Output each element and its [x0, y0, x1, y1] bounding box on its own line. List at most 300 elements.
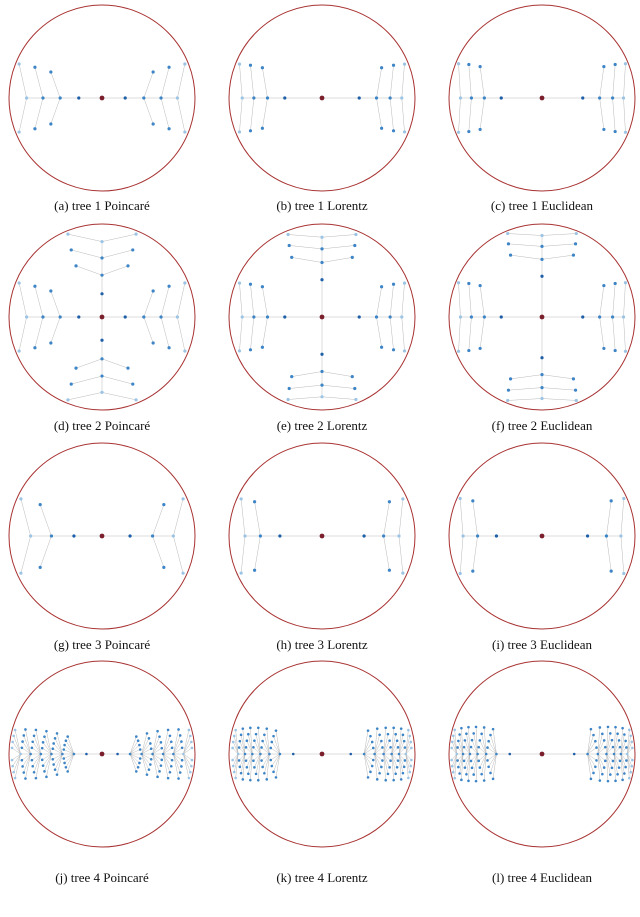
tree-node	[243, 534, 246, 537]
tree-edge	[480, 317, 484, 348]
tree-node	[471, 767, 474, 770]
panel-7	[7, 441, 207, 631]
tree-node	[50, 753, 53, 756]
tree-edge	[40, 536, 51, 567]
tree-node	[483, 96, 486, 99]
tree-edge	[488, 748, 497, 754]
tree-node	[100, 256, 103, 259]
tree-node	[272, 771, 275, 774]
tree-node	[249, 727, 252, 730]
tree-node	[363, 753, 366, 756]
tree-node	[249, 64, 252, 67]
tree-node	[52, 742, 55, 745]
tree-node	[169, 734, 172, 737]
tree-node	[11, 765, 14, 768]
tree-node	[54, 737, 57, 740]
tree-node	[477, 746, 480, 749]
tree-node	[183, 349, 186, 352]
tree-edge	[621, 498, 624, 536]
tree-node	[290, 375, 293, 378]
tree-node	[389, 746, 392, 749]
tree-node	[500, 315, 503, 318]
tree-edge	[406, 736, 410, 754]
tree-node	[540, 397, 543, 400]
tree-node	[320, 353, 323, 356]
tree-node	[238, 759, 241, 762]
tree-edge	[402, 317, 405, 351]
tree-node	[367, 776, 370, 779]
tree-edge	[613, 283, 616, 317]
tree-node	[603, 766, 606, 769]
panel-10	[7, 659, 207, 849]
tree-node	[624, 766, 627, 769]
tree-node	[179, 771, 182, 774]
tree-node	[378, 733, 381, 736]
tree-node	[255, 773, 258, 776]
tree-node	[261, 346, 264, 349]
tree-node	[320, 236, 323, 239]
tree-node	[126, 264, 129, 267]
tree-node	[372, 759, 375, 762]
tree-node	[392, 129, 395, 132]
tree-node	[396, 766, 399, 769]
tree-edge	[459, 317, 461, 351]
tree-node	[49, 122, 52, 125]
tree-edge	[262, 754, 270, 761]
tree-node	[467, 349, 470, 352]
tree-edge	[68, 392, 102, 399]
tree-node	[31, 740, 34, 743]
tree-node	[479, 347, 482, 350]
tree-node	[172, 534, 175, 537]
tree-edge	[364, 754, 373, 760]
tree-node	[191, 747, 194, 750]
tree-node	[628, 777, 631, 780]
tree-node	[476, 534, 479, 537]
tree-node	[11, 747, 14, 750]
tree-edge	[255, 536, 261, 570]
tree-node	[477, 760, 480, 763]
tree-node	[286, 233, 289, 236]
tree-node	[43, 735, 46, 738]
tree-node	[66, 398, 69, 401]
root-node	[540, 752, 545, 757]
tree-node	[479, 284, 482, 287]
tree-node	[134, 398, 137, 401]
tree-edge	[239, 283, 242, 317]
tree-edge	[71, 376, 102, 384]
tree-edge	[262, 747, 270, 754]
tree-node	[581, 96, 584, 99]
tree-edge	[542, 399, 576, 401]
tree-node	[33, 285, 36, 288]
tree-node	[612, 746, 615, 749]
tree-edge	[399, 499, 403, 536]
tree-node	[407, 777, 410, 780]
tree-node	[400, 778, 403, 781]
tree-edge	[600, 317, 604, 348]
tree-node	[124, 315, 127, 318]
tree-node	[369, 735, 372, 738]
panel-caption: (c) tree 1 Euclidean	[490, 198, 594, 213]
tree-node	[138, 744, 141, 747]
tree-node	[167, 66, 170, 69]
tree-edge	[364, 748, 373, 754]
tree-node	[270, 765, 273, 768]
tree-edge	[480, 286, 484, 317]
tree-node	[595, 746, 598, 749]
tree-node	[263, 772, 266, 775]
tree-node	[403, 62, 406, 65]
tree-node	[631, 747, 634, 750]
tree-edge	[19, 64, 26, 98]
tree-node	[463, 760, 466, 763]
tree-node	[622, 497, 625, 500]
tree-node	[233, 735, 236, 738]
tree-node	[188, 777, 191, 780]
tree-node	[137, 766, 140, 769]
tree-node	[45, 730, 48, 733]
tree-node	[51, 747, 54, 750]
tree-node	[616, 732, 619, 735]
tree-node	[475, 780, 478, 783]
tree-node	[181, 572, 184, 575]
tree-node	[470, 96, 473, 99]
tree-node	[240, 571, 243, 574]
tree-node	[49, 289, 52, 292]
tree-node	[380, 346, 383, 349]
tree-node	[623, 772, 626, 775]
tree-node	[624, 131, 627, 134]
tree-node	[190, 765, 193, 768]
tree-node	[624, 740, 627, 743]
tree-edge	[250, 65, 253, 98]
tree-node	[252, 96, 255, 99]
tree-node	[460, 727, 463, 730]
tree-node	[457, 350, 460, 353]
tree-node	[176, 96, 179, 99]
tree-edge	[473, 536, 478, 571]
tree-node	[472, 732, 475, 735]
tree-edge	[399, 536, 403, 573]
panel-caption: (k) tree 4 Lorentz	[276, 870, 368, 885]
tree-node	[29, 534, 32, 537]
tree-edge	[161, 286, 169, 317]
tree-node	[601, 773, 604, 776]
tree-node	[237, 753, 240, 756]
tree-node	[259, 534, 262, 537]
tree-node	[487, 740, 490, 743]
tree-node	[407, 729, 410, 732]
tree-node	[389, 96, 392, 99]
root-node	[540, 315, 545, 320]
tree-node	[613, 753, 616, 756]
tree-edge	[276, 754, 280, 777]
tree-edge	[35, 317, 43, 348]
tree-node	[372, 747, 375, 750]
tree-node	[611, 315, 614, 318]
tree-edge	[35, 286, 43, 317]
tree-node	[453, 777, 456, 780]
tree-edge	[613, 64, 616, 98]
tree-node	[189, 735, 192, 738]
tree-node	[100, 339, 103, 342]
tree-node	[483, 315, 486, 318]
tree-edge	[102, 359, 128, 368]
tree-edge	[600, 98, 604, 129]
panel-caption: (h) tree 3 Lorentz	[276, 637, 368, 652]
tree-node	[239, 766, 242, 769]
tree-edge	[489, 754, 497, 767]
tree-node	[54, 768, 57, 771]
tree-node	[574, 389, 577, 392]
tree-edge	[51, 72, 60, 98]
tree-edge	[542, 244, 576, 247]
tree-edge	[289, 385, 322, 388]
tree-node	[56, 732, 59, 735]
tree-node	[18, 130, 21, 133]
tree-node	[63, 744, 66, 747]
tree-node	[238, 281, 241, 284]
tree-edge	[177, 283, 184, 317]
tree-node	[275, 729, 278, 732]
tree-edge	[364, 754, 368, 777]
tree-edge	[364, 731, 368, 754]
tree-node	[408, 771, 411, 774]
tree-node	[181, 746, 184, 749]
tree-edge	[173, 536, 183, 573]
tree-node	[607, 780, 610, 783]
tree-edge	[399, 729, 401, 754]
tree-node	[33, 346, 36, 349]
tree-node	[241, 96, 244, 99]
tree-edge	[102, 376, 133, 384]
tree-node	[260, 746, 263, 749]
tree-node	[376, 727, 379, 730]
tree-node	[602, 65, 605, 68]
tree-node	[73, 753, 76, 756]
tree-node	[362, 534, 365, 537]
tree-node	[246, 739, 249, 742]
tree-node	[240, 734, 243, 737]
tree-node	[586, 534, 589, 537]
tree-edge	[322, 245, 355, 248]
tree-node	[540, 275, 543, 278]
tree-edge	[322, 385, 355, 388]
disk-plot	[7, 3, 197, 193]
tree-node	[11, 759, 14, 762]
tree-node	[388, 766, 391, 769]
tree-node	[590, 778, 593, 781]
tree-node	[378, 772, 381, 775]
tree-node	[402, 734, 405, 737]
tree-edge	[322, 397, 356, 400]
tree-node	[19, 572, 22, 575]
tree-edge	[390, 98, 393, 131]
tree-edge	[322, 257, 352, 262]
tree-node	[25, 315, 28, 318]
tree-node	[66, 233, 69, 236]
tree-edge	[250, 317, 253, 350]
tree-node	[135, 770, 138, 773]
tree-edge	[588, 748, 597, 754]
tree-node	[257, 779, 260, 782]
tree-node	[453, 729, 456, 732]
tree-node	[619, 746, 622, 749]
tree-edge	[402, 64, 405, 98]
tree-node	[392, 348, 395, 351]
tree-node	[268, 753, 271, 756]
tree-node	[231, 759, 234, 762]
tree-node	[156, 730, 159, 733]
tree-edge	[144, 72, 153, 98]
tree-node	[540, 234, 543, 237]
disk-plot	[7, 222, 197, 412]
tree-edge	[508, 399, 542, 401]
tree-edge	[241, 536, 245, 573]
tree-node	[320, 261, 323, 264]
tree-node	[232, 741, 235, 744]
tree-node	[255, 733, 258, 736]
tree-edge	[364, 754, 370, 772]
tree-node	[247, 772, 250, 775]
tree-node	[495, 753, 498, 756]
tree-node	[592, 734, 595, 737]
tree-node	[177, 777, 180, 780]
root-node	[320, 96, 325, 101]
tree-node	[245, 759, 248, 762]
tree-node	[167, 127, 170, 130]
tree-node	[183, 281, 186, 284]
tree-node	[607, 726, 610, 729]
tree-node	[31, 747, 34, 750]
tree-node	[483, 779, 486, 782]
disk-plot	[447, 441, 637, 631]
tree-node	[471, 499, 474, 502]
tree-node	[457, 740, 460, 743]
tree-node	[261, 766, 264, 769]
tree-node	[460, 779, 463, 782]
tree-node	[450, 747, 453, 750]
tree-node	[574, 242, 577, 245]
panel-6	[447, 222, 640, 412]
tree-edge	[51, 98, 60, 124]
tree-node	[452, 771, 455, 774]
tree-node	[232, 765, 235, 768]
tree-node	[278, 534, 281, 537]
tree-node	[272, 735, 275, 738]
tree-node	[380, 740, 383, 743]
tree-node	[463, 746, 466, 749]
tree-node	[152, 289, 155, 292]
tree-node	[261, 285, 264, 288]
tree-edge	[460, 536, 463, 574]
disk-plot	[7, 441, 197, 631]
tree-edge	[102, 234, 136, 241]
tree-edge	[255, 502, 261, 536]
tree-node	[12, 771, 15, 774]
tree-edge	[384, 502, 390, 536]
tree-node	[508, 753, 511, 756]
tree-node	[621, 727, 624, 730]
tree-node	[388, 569, 391, 572]
tree-edge	[144, 317, 153, 343]
tree-node	[485, 753, 488, 756]
tree-node	[459, 572, 462, 575]
tree-edge	[289, 245, 322, 248]
disk-plot	[227, 3, 417, 193]
tree-node	[408, 735, 411, 738]
tree-edge	[68, 234, 102, 241]
tree-node	[152, 341, 155, 344]
tree-node	[233, 771, 236, 774]
tree-edge	[459, 64, 461, 98]
tree-node	[507, 389, 510, 392]
tree-edge	[480, 67, 484, 98]
tree-edge	[322, 234, 356, 237]
tree-node	[320, 278, 323, 281]
tree-edge	[606, 501, 611, 536]
tree-edge	[161, 98, 169, 129]
tree-edge	[459, 283, 461, 317]
tree-node	[288, 244, 291, 247]
tree-node	[479, 128, 482, 131]
panel-11	[227, 659, 427, 849]
panel-caption: (g) tree 3 Poincaré	[53, 637, 151, 652]
tree-node	[41, 747, 44, 750]
tree-node	[33, 734, 36, 737]
root-node	[100, 534, 105, 539]
tree-node	[249, 779, 252, 782]
disk-plot	[447, 222, 637, 412]
tree-node	[70, 382, 73, 385]
tree-node	[351, 375, 354, 378]
tree-node	[43, 770, 46, 773]
tree-node	[61, 753, 64, 756]
tree-edge	[177, 98, 184, 132]
tree-node	[241, 315, 244, 318]
tree-node	[290, 256, 293, 259]
tree-node	[14, 777, 17, 780]
tree-node	[467, 63, 470, 66]
tree-node	[160, 759, 163, 762]
tree-node	[540, 356, 543, 359]
tree-node	[170, 740, 173, 743]
tree-node	[465, 732, 468, 735]
tree-edge	[406, 754, 410, 772]
tree-node	[238, 62, 241, 65]
tree-edge	[473, 501, 478, 536]
tree-edge	[288, 234, 322, 237]
tree-node	[33, 127, 36, 130]
tree-node	[240, 497, 243, 500]
tree-node	[371, 765, 374, 768]
tree-node	[618, 739, 621, 742]
tree-edge	[250, 98, 253, 131]
tree-node	[458, 772, 461, 775]
tree-node	[162, 503, 165, 506]
tree-edge	[588, 754, 596, 767]
tree-node	[469, 753, 472, 756]
tree-node	[457, 281, 460, 284]
tree-node	[24, 777, 27, 780]
tree-edge	[234, 736, 238, 754]
tree-node	[275, 776, 278, 779]
tree-node	[389, 315, 392, 318]
tree-node	[405, 753, 408, 756]
panel-caption: (b) tree 1 Lorentz	[276, 198, 368, 213]
tree-node	[594, 765, 597, 768]
